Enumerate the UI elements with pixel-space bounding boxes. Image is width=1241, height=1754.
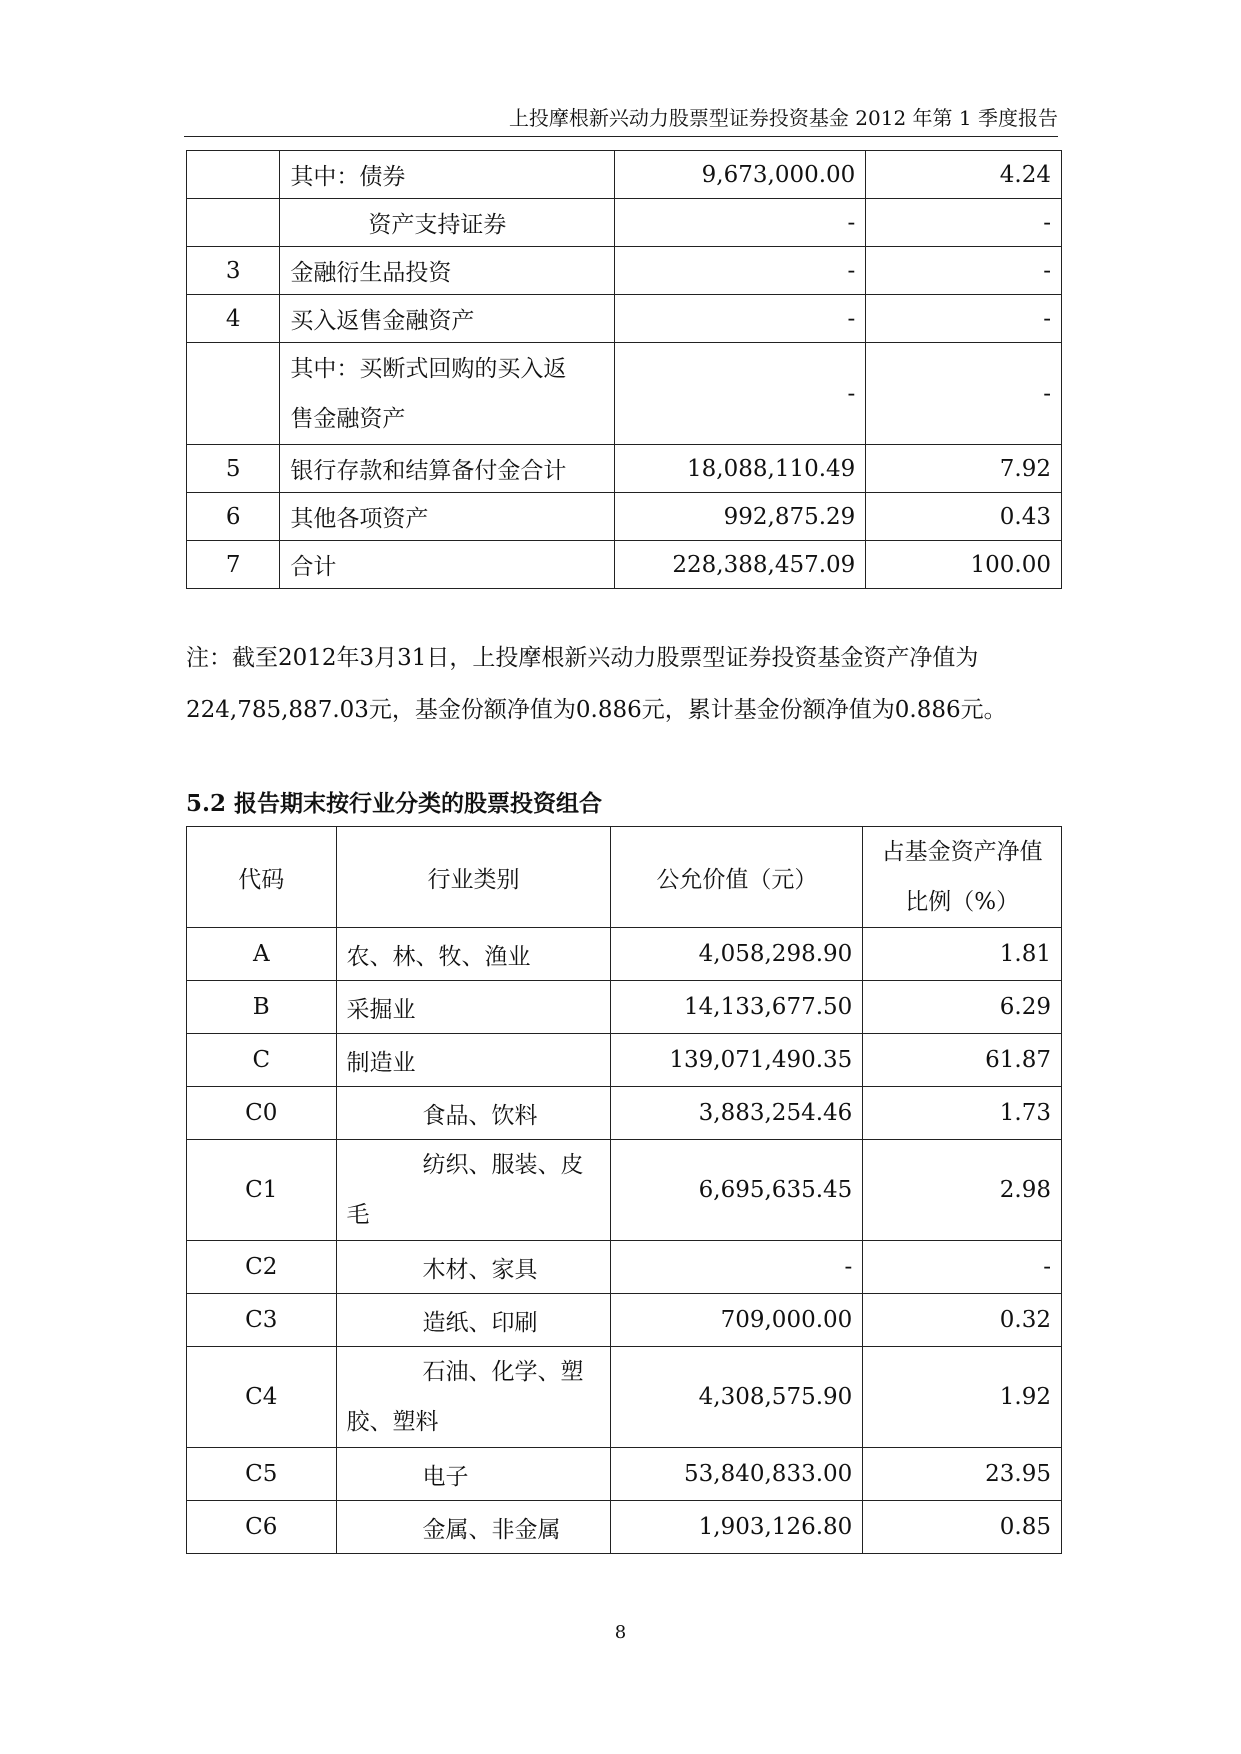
table-row: 6 其他各项资产 992,875.29 0.43 (187, 493, 1062, 541)
table-row: C2 木材、家具 - - (187, 1241, 1062, 1294)
table-row: 其中：债券 9,673,000.00 4.24 (187, 151, 1062, 199)
asset-allocation-table (186, 150, 1062, 589)
net-asset-note: 注：截至2012年3月31日，上投摩根新兴动力股票型证券投资基金资产净值为 224,785,887.03元，基金份额净值为0.886元，累计基金份额净值为0.886元。 (186, 645, 1007, 723)
table-header-row: 代码 行业类别 公允价值（元） 占基金资产净值 比例（%） (187, 827, 1062, 928)
table-row: A 农、林、牧、渔业 4,058,298.90 1.81 (187, 928, 1062, 981)
table-row: C3 造纸、印刷 709,000.00 0.32 (187, 1294, 1062, 1347)
table-row: 其中：买断式回购的买入返 售金融资产 - - (187, 343, 1062, 445)
header-title: 上投摩根新兴动力股票型证券投资基金 2012 年第 1 季度报告 (508, 106, 1058, 130)
table-row: B 采掘业 14,133,677.50 6.29 (187, 981, 1062, 1034)
page-number: 8 (614, 1622, 627, 1643)
table-row: C5 电子 53,840,833.00 23.95 (187, 1448, 1062, 1501)
table-row: C4 石油、化学、塑 胶、塑料 4,308,575.90 1.92 (187, 1347, 1062, 1448)
table-row: 4 买入返售金融资产 - - (187, 295, 1062, 343)
section-title: 5.2 报告期末按行业分类的股票投资组合 (186, 790, 603, 817)
table-row: 5 银行存款和结算备付金合计 18,088,110.49 7.92 (187, 445, 1062, 493)
table-row: C0 食品、饮料 3,883,254.46 1.73 (187, 1087, 1062, 1140)
page-header (184, 104, 1058, 137)
industry-portfolio-table (186, 826, 1062, 1554)
table-row: 资产支持证券 - - (187, 199, 1062, 247)
table-row: C6 金属、非金属 1,903,126.80 0.85 (187, 1501, 1062, 1554)
table-row: C1 纺织、服装、皮 毛 6,695,635.45 2.98 (187, 1140, 1062, 1241)
table-row: 3 金融衍生品投资 - - (187, 247, 1062, 295)
table-row: C 制造业 139,071,490.35 61.87 (187, 1034, 1062, 1087)
table-row: 7 合计 228,388,457.09 100.00 (187, 541, 1062, 589)
